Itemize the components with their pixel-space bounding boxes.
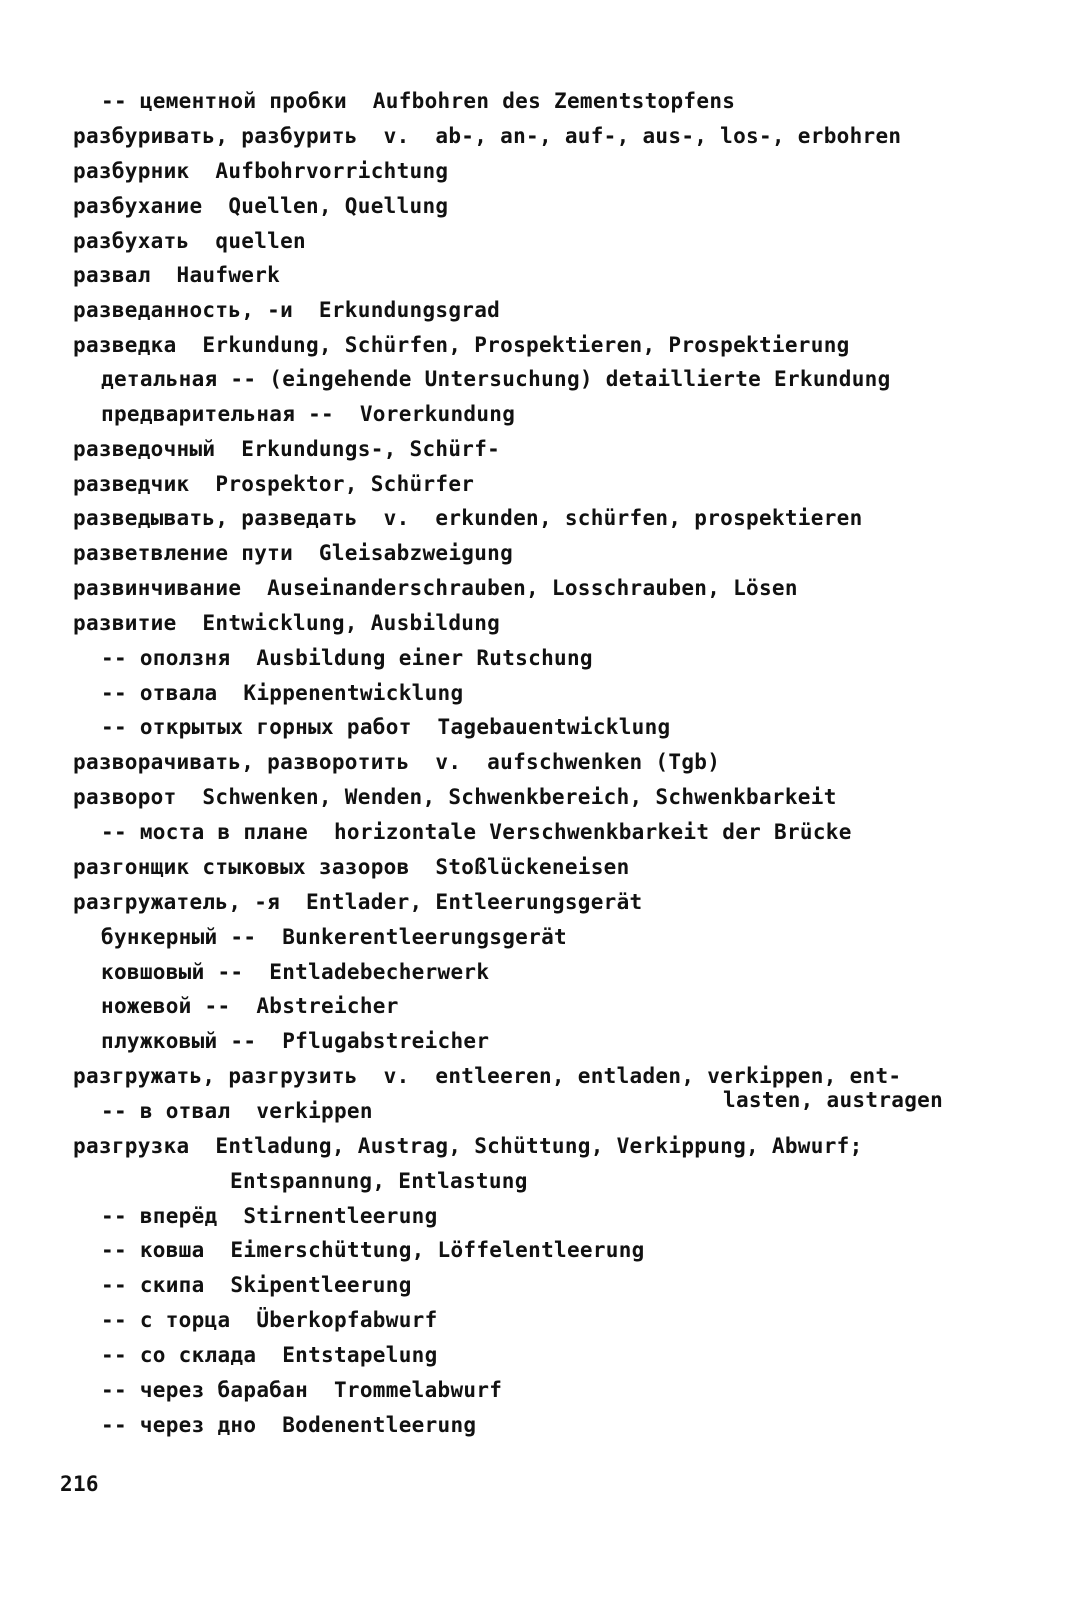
entry-line: -- скипа Skipentleerung xyxy=(101,1273,412,1297)
entry-line: разведчик Prospektor, Schürfer xyxy=(73,472,475,496)
entry-line: -- оползня Ausbildung einer Rutschung xyxy=(101,646,593,670)
page-number: 216 xyxy=(60,1472,99,1496)
entry-line: -- с торца Überkopfabwurf xyxy=(101,1308,438,1332)
entry-line: -- в отвал verkippen xyxy=(101,1099,373,1123)
entry-line: -- моста в плане horizontale Verschwenkbarkeit der Brücke xyxy=(101,820,852,844)
entry-line: разбуривать, разбурить v. ab-, an-, auf-, aus-, los-, erbohren xyxy=(73,124,902,148)
entry-line: развитие Entwicklung, Ausbildung xyxy=(73,611,501,635)
entry-line: разбухать quellen xyxy=(73,229,306,253)
entry-line: -- через дно Bodenentleerung xyxy=(101,1413,477,1437)
entry-line: разворот Schwenken, Wenden, Schwenkbereich, Schwenkbarkeit xyxy=(73,785,837,809)
entry-line: развинчивание Auseinanderschrauben, Losschrauben, Lösen xyxy=(73,576,798,600)
entry-line: бункерный -- Bunkerentleerungsgerät xyxy=(101,925,567,949)
entry-line: разгружать, разгрузить v. entleeren, entladen, verkippen, ent- xyxy=(73,1064,902,1088)
entry-line: разворачивать, развоpотить v. aufschwenken (Tgb) xyxy=(73,750,721,774)
entry-line: разветвление пути Gleisabzweigung xyxy=(73,541,514,565)
entry-line: разгрузка Entladung, Austrag, Schüttung, Verkippung, Abwurf; xyxy=(73,1134,863,1158)
entry-line: разгонщик стыковых зазоров Stoßlückeneisen xyxy=(73,855,630,879)
entry-line: Entspannung, Entlastung xyxy=(230,1169,528,1193)
entry-line: разведывать, разведать v. erkunden, schürfen, prospektieren xyxy=(73,506,863,530)
entry-line: -- отвала Kippenentwicklung xyxy=(101,681,464,705)
entry-line: предварительная -- Vorerkundung xyxy=(101,402,516,426)
entry-line: -- через барабан Trommelabwurf xyxy=(101,1378,503,1402)
entry-line: разгружатель, -я Entlader, Entleerungsgerät xyxy=(73,890,643,914)
entry-line: развал Haufwerk xyxy=(73,263,281,287)
entry-line: -- вперёд Stirnentleerung xyxy=(101,1204,438,1228)
entry-line: детальная -- (eingehende Untersuchung) detaillierte Erkundung xyxy=(101,367,891,391)
entry-line: -- со склада Entstapelung xyxy=(101,1343,438,1367)
entry-line: разбухание Quellen, Quellung xyxy=(73,194,449,218)
entry-line: ножевой -- Abstreicher xyxy=(101,994,399,1018)
entry-line: -- ковша Eimerschüttung, Löffelentleerung xyxy=(101,1238,645,1262)
entry-line: разведочный Erkundungs-, Schürf- xyxy=(73,437,501,461)
entry-line: ковшовый -- Entladebecherwerk xyxy=(101,960,490,984)
entry-line: плужковый -- Pflugabstreicher xyxy=(101,1029,490,1053)
entry-line: -- цементной пробки Aufbohren des Zementstopfens xyxy=(101,89,736,113)
entry-line: разбурник Aufbohrvorrichtung xyxy=(73,159,449,183)
entry-line: разведанность, -и Erkundungsgrad xyxy=(73,298,501,322)
entry-line: разведка Erkundung, Schürfen, Prospektieren, Prospektierung xyxy=(73,333,850,357)
entry-line: -- открытых горных работ Tagebauentwicklung xyxy=(101,715,671,739)
entry-continuation: lasten, austragen xyxy=(723,1088,944,1112)
